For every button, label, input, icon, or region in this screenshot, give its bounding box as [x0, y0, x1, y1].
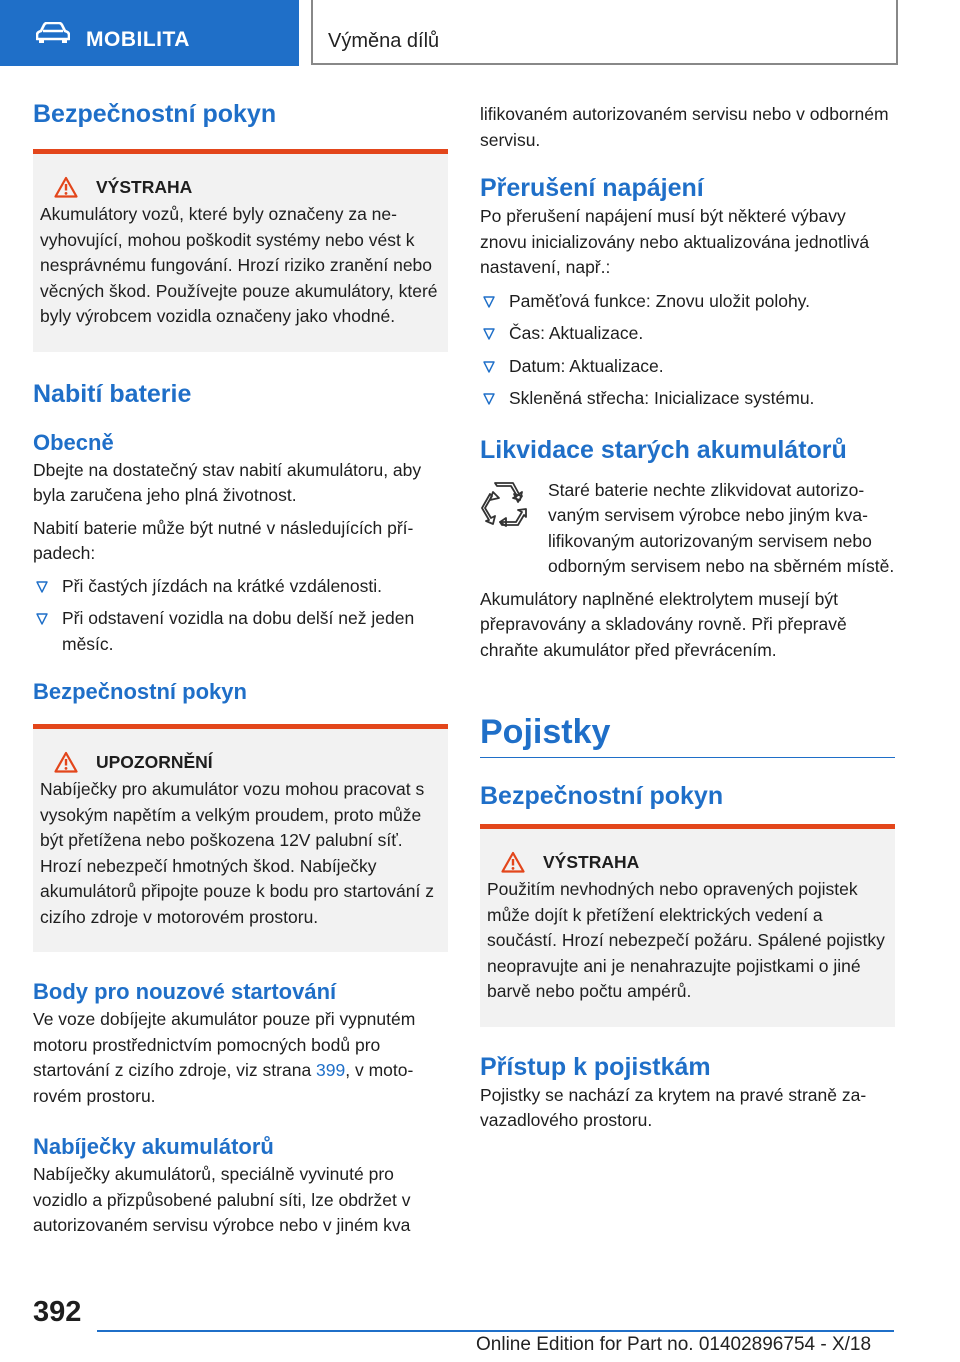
fuses-title: Pojistky: [480, 713, 611, 751]
transport-text: Akumulátory naplněné elektrolytem musejí být přepravovány a skladovány rovně. Při přepravě chraňte akumulátor před převrácením.: [480, 588, 847, 660]
notice-text: Nabíječky pro akumulátor vozu mohou pracovat s vysokým napětím a velkým proudem, proto může být přetížena nebo poškozena 12V palubní síť. Hrozí nebezpečí hmotných škod. Nabíječky akumulátorů připojte pouze k bodu pro startování z cizího zdroje v motorovém prostoru.: [40, 779, 434, 927]
recycle-icon: [480, 480, 528, 528]
jump-text-end: , v motorovém prostoru.: [33, 1060, 414, 1106]
power-interruption-text: Po přerušení napájení musí být některé výbavy znovu inicializovány nebo aktualizována jednotlivá nastavení, např.:: [480, 206, 870, 277]
warning-triangle-icon: [54, 176, 78, 198]
list-item: [480, 321, 895, 347]
list-item: [33, 574, 448, 600]
charging-list: [33, 574, 448, 658]
footer-rule: [97, 1330, 894, 1332]
list-item-text: Při častých jízdách na krátké vzdálenosti.: [62, 575, 383, 596]
chargers-heading: Nabíječky akumulátorů: [33, 1134, 274, 1159]
disposal-heading: Likvidace starých akumulátorů: [480, 435, 847, 464]
title-rule: [480, 757, 895, 758]
warning-box: [33, 149, 448, 352]
disposal-text-wrap: [548, 478, 895, 580]
jump-start-text: [33, 1007, 448, 1109]
warning-label: VÝSTRAHA: [543, 851, 640, 872]
notice-box: [33, 724, 448, 952]
fuse-warning-text: Použitím nevhodných nebo opravených pojistek může dojít k přetížení elektrických vedení a součástí. Hrozí nebezpečí požáru. Spálené pojistky neopravujte ani je nenahrazujte pojistkami o jiné barvě nebo počtu ampérů.: [487, 879, 885, 1001]
charging-heading: Nabití baterie: [33, 379, 192, 408]
edition-info: Online Edition for Part no. 01402896754 - X/18: [476, 1334, 872, 1355]
list-item-text: Čas: Aktualizace.: [509, 323, 644, 343]
list-item: [480, 354, 895, 380]
triangle-bullet-icon: [483, 296, 495, 308]
list-item: [480, 289, 895, 315]
warning-triangle-icon: [501, 851, 525, 873]
warning-text: Akumulátory vozů, které byly označeny za nevyhovující, mohou poškodit systémy nebo vést k nesprávnému fungování. Hrozí riziko zranění nebo věcných škod. Používejte pouze akumulátory, které byly výrobcem vozidla označeny jako vhodné.: [40, 204, 438, 326]
continued-text: lifikovaném autorizovaném servisu nebo v odborném servisu.: [480, 104, 889, 150]
triangle-bullet-icon: [36, 613, 48, 625]
list-item-text: Paměťová funkce: Znovu uložit polohy.: [509, 290, 810, 311]
reinit-list: [480, 289, 895, 412]
safety-heading: Bezpečnostní pokyn: [33, 100, 277, 128]
list-item: [33, 606, 448, 657]
list-item-text: Skleněná střecha: Inicializace systému.: [509, 388, 815, 408]
general-heading: Obecně: [33, 429, 114, 455]
fuse-access-text: Pojistky se nachází za krytem na pravé straně zavazadlového prostoru.: [480, 1084, 867, 1130]
car-icon: [36, 22, 70, 44]
list-item-text: Datum: Aktualizace.: [509, 355, 664, 376]
warning-label: VÝSTRAHA: [96, 176, 193, 197]
section-label: MOBILITA: [86, 28, 190, 51]
chapter-tab: [0, 0, 299, 66]
safety-heading-2: Bezpečnostní pokyn: [33, 679, 247, 704]
notice-label: UPOZORNĚNÍ: [96, 751, 213, 772]
warning-triangle-icon: [54, 751, 78, 773]
triangle-bullet-icon: [483, 328, 495, 340]
fuse-access-heading: Přístup k pojistkám: [480, 1052, 711, 1081]
page-link[interactable]: 399: [316, 1060, 346, 1080]
right-column: [480, 98, 895, 1134]
disposal-row: [480, 478, 895, 580]
triangle-bullet-icon: [36, 581, 48, 593]
charging-paragraph-2: Nabití baterie může být nutné v následujících případech:: [33, 517, 414, 563]
triangle-bullet-icon: [483, 361, 495, 373]
charging-paragraph-1: Dbejte na dostatečný stav nabití akumulátoru, aby byla zaručena jeho plná životnost.: [33, 459, 422, 505]
chapter-title: Výměna dílů: [328, 30, 440, 52]
chapter-header: [311, 0, 898, 65]
fuse-warning-box: [480, 824, 895, 1027]
list-item-text: Při odstavení vozidla na dobu delší než jeden měsíc.: [62, 608, 415, 654]
chargers-text: Nabíječky akumulátorů, speciálně vyvinuté pro vozidlo a přizpůsobené palubní síti, lze obdržet v autorizovaném servisu výrobce nebo v jiném kva: [33, 1164, 411, 1235]
power-interruption-heading: Přerušení napájení: [480, 174, 704, 202]
triangle-bullet-icon: [483, 393, 495, 405]
disposal-text: Staré baterie nechte zlikvidovat autorizovaným servisem výrobce nebo jiným kvalifikovaným autorizovaným servisem nebo odborným servisem nebo na sběrném místě.: [548, 479, 895, 576]
list-item: [480, 386, 895, 412]
page-number: 392: [33, 1296, 82, 1328]
jump-start-heading: Body pro nouzové startování: [33, 979, 337, 1004]
left-column: [33, 98, 448, 1239]
fuse-safety-heading: Bezpečnostní pokyn: [480, 782, 724, 810]
jump-text-start: Ve voze dobíjejte akumulátor pouze při vypnutém motoru prostřednictvím pomocných bodů pro startování z cizího zdroje, viz strana: [33, 1009, 416, 1080]
